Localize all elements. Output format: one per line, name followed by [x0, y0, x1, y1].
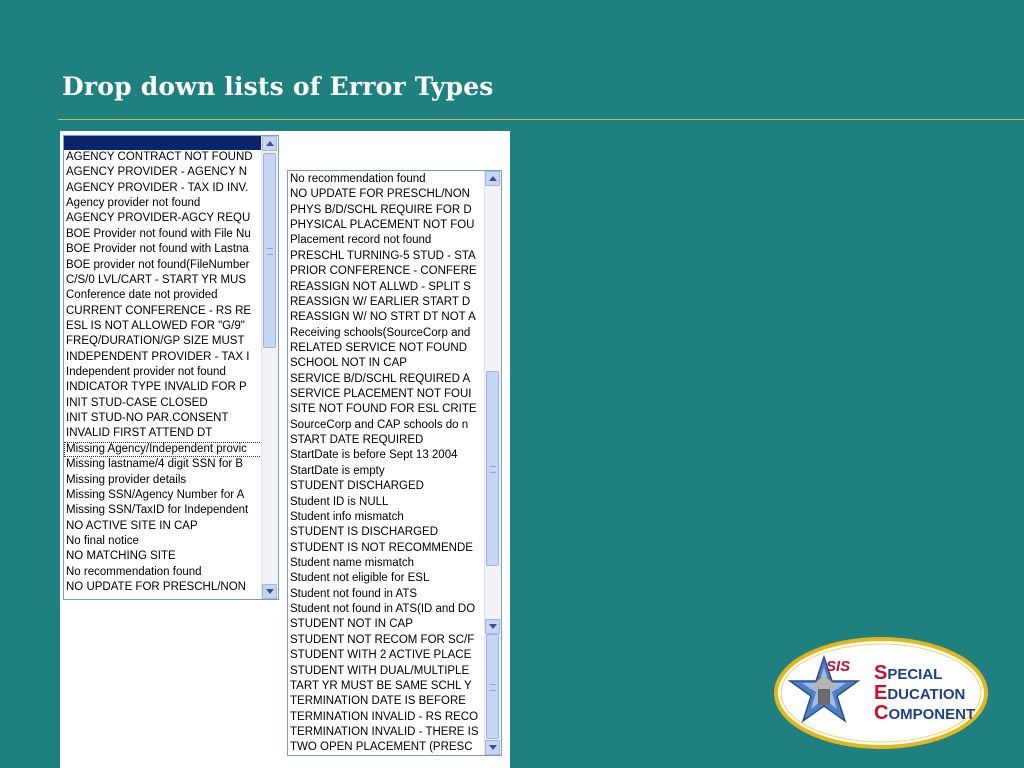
list-item[interactable]: Conference date not provided [66, 289, 218, 302]
slide-title: Drop down lists of Error Types [62, 72, 494, 101]
list-item[interactable]: Missing lastname/4 digit SSN for B [66, 458, 244, 471]
scroll-thumb[interactable] [486, 371, 499, 566]
title-divider [58, 119, 1024, 120]
special-education-component-logo [774, 637, 989, 749]
list-item[interactable]: TERMINATION DATE IS BEFORE [290, 695, 466, 708]
list-item[interactable]: BOE Provider not found with Lastna [66, 243, 249, 256]
scroll-up-button[interactable] [485, 171, 500, 186]
list-item[interactable]: AGENCY PROVIDER - TAX ID INV. [66, 181, 249, 194]
scroll-down-button[interactable] [485, 619, 500, 634]
list-item[interactable]: STUDENT NOT RECOM FOR SC/F [290, 633, 475, 646]
listbox-left-scrollbar[interactable] [261, 136, 278, 599]
list-item[interactable]: NO UPDATE FOR PRESCHL/NON [290, 188, 470, 201]
grip-icon [490, 466, 496, 473]
list-item[interactable]: STUDENT NOT IN CAP [290, 618, 413, 631]
list-item[interactable]: REASSIGN W/ NO STRT DT NOT A [290, 311, 476, 324]
list-item[interactable]: Missing SSN/TaxID for Independent [66, 504, 249, 517]
chevron-up-icon [266, 141, 274, 146]
list-item[interactable]: INIT STUD-NO PAR.CONSENT [66, 412, 229, 425]
grip-icon [490, 684, 496, 691]
list-item[interactable]: StartDate is before Sept 13 2004 [290, 449, 458, 462]
list-item[interactable]: SITE NOT FOUND FOR ESL CRITE [290, 403, 477, 416]
scroll-thumb-secondary[interactable] [486, 634, 499, 739]
list-item[interactable]: No final notice [66, 534, 139, 547]
list-item[interactable]: No recommendation found [290, 173, 426, 185]
logo-line-component: COMPONENT [874, 702, 976, 724]
list-item[interactable]: Independent provider not found [66, 366, 226, 379]
chevron-down-icon [489, 624, 497, 629]
chevron-up-icon [489, 176, 497, 181]
list-item[interactable]: Student name mismatch [290, 556, 415, 569]
list-item[interactable]: STUDENT IS NOT RECOMMENDE [290, 541, 473, 554]
scroll-down-button[interactable] [485, 740, 500, 755]
list-item[interactable]: REASSIGN W/ EARLIER START D [290, 295, 471, 308]
list-item[interactable]: SERVICE PLACEMENT NOT FOUI [290, 388, 472, 401]
list-item[interactable]: TERMINATION INVALID - THERE IS [290, 725, 479, 738]
list-item[interactable]: SourceCorp and CAP schools do n [290, 418, 469, 431]
list-item[interactable]: PRIOR CONFERENCE - CONFERE [290, 265, 477, 278]
list-item[interactable]: BOE provider not found(FileNumber [66, 258, 250, 271]
list-item[interactable]: START DATE REQUIRED [290, 434, 424, 447]
list-item[interactable]: PHYS B/D/SCHL REQUIRE FOR D [290, 203, 472, 216]
chevron-down-icon [266, 589, 274, 594]
list-item[interactable]: AGENCY PROVIDER-AGCY REQU [66, 212, 251, 225]
list-item[interactable]: Missing provider details [66, 473, 187, 486]
list-item[interactable]: ESL IS NOT ALLOWED FOR "G/9" [66, 319, 245, 332]
list-item[interactable]: PRESCHL TURNING-5 STUD - STA [290, 249, 476, 262]
logo-line-education: EDUCATION [874, 682, 966, 704]
list-item[interactable]: SCHOOL NOT IN CAP [290, 357, 407, 370]
screenshot-panel [60, 131, 510, 768]
list-item[interactable]: BOE Provider not found with File Nu [66, 227, 251, 240]
list-item[interactable]: NO ACTIVE SITE IN CAP [66, 519, 198, 532]
list-item[interactable]: Receiving schools(SourceCorp and [290, 326, 471, 339]
list-item[interactable]: REASSIGN NOT ALLWD - SPLIT S [290, 280, 471, 293]
listbox-right-items [288, 172, 485, 755]
list-item[interactable]: TERMINATION INVALID - RS RECO [290, 710, 479, 723]
list-item[interactable]: Student not eligible for ESL [290, 572, 430, 585]
listbox-right-scrollbar[interactable] [484, 171, 501, 755]
error-type-listbox-left[interactable] [63, 135, 279, 600]
list-item[interactable]: INVALID FIRST ATTEND DT [66, 427, 213, 440]
listbox-left-items [64, 136, 262, 599]
list-item[interactable]: Student not found in ATS [290, 587, 418, 600]
list-item[interactable]: Student ID is NULL [290, 495, 389, 508]
list-item[interactable]: Agency provider not found [66, 197, 201, 210]
error-type-listbox-right[interactable] [287, 170, 502, 756]
list-item[interactable]: STUDENT WITH 2 ACTIVE PLACE [290, 649, 472, 662]
scroll-thumb[interactable] [263, 153, 276, 348]
logo-sis-text: SIS [826, 658, 851, 675]
list-item[interactable]: CURRENT CONFERENCE - RS RE [66, 304, 252, 317]
list-item[interactable]: Student info mismatch [290, 510, 404, 523]
list-item[interactable]: Missing Agency/Independent provic [64, 442, 262, 457]
list-item[interactable]: AGENCY CONTRACT NOT FOUND [66, 151, 253, 163]
list-item[interactable]: AGENCY PROVIDER - AGENCY N [66, 166, 248, 179]
list-item[interactable]: SERVICE B/D/SCHL REQUIRED A [290, 372, 471, 385]
list-item[interactable]: C/S/0 LVL/CART - START YR MUS [66, 273, 247, 286]
list-item[interactable]: No recommendation found [66, 565, 202, 578]
list-item[interactable]: NO UPDATE FOR PRESCHL/NON [66, 581, 246, 594]
list-item[interactable]: Placement record not found [290, 234, 432, 247]
list-item[interactable]: INDICATOR TYPE INVALID FOR P [66, 381, 247, 394]
list-item[interactable]: NO MATCHING SITE [66, 550, 176, 563]
grip-icon [267, 248, 273, 255]
list-item[interactable] [64, 136, 262, 150]
list-item[interactable]: INIT STUD-CASE CLOSED [66, 396, 208, 409]
list-item[interactable]: TART YR MUST BE SAME SCHL Y [290, 679, 472, 692]
chevron-down-icon [489, 745, 497, 750]
scroll-down-button[interactable] [262, 584, 277, 599]
list-item[interactable]: Missing SSN/Agency Number for A [66, 488, 245, 501]
list-item[interactable]: StartDate is empty [290, 464, 385, 477]
list-item[interactable]: FREQ/DURATION/GP SIZE MUST [66, 335, 245, 348]
list-item[interactable]: PHYSICAL PLACEMENT NOT FOU [290, 219, 475, 232]
list-item[interactable]: STUDENT IS DISCHARGED [290, 526, 439, 539]
list-item[interactable]: TWO OPEN PLACEMENT (PRESC [290, 741, 473, 754]
list-item[interactable]: Student not found in ATS(ID and DO [290, 603, 476, 616]
list-item[interactable]: STUDENT WITH DUAL/MULTIPLE [290, 664, 470, 677]
scroll-up-button[interactable] [262, 136, 277, 151]
list-item[interactable]: RELATED SERVICE NOT FOUND [290, 341, 468, 354]
logo-line-special: SPECIAL [874, 662, 943, 684]
list-item[interactable]: STUDENT DISCHARGED [290, 480, 424, 493]
list-item[interactable]: INDEPENDENT PROVIDER - TAX I [66, 350, 250, 363]
